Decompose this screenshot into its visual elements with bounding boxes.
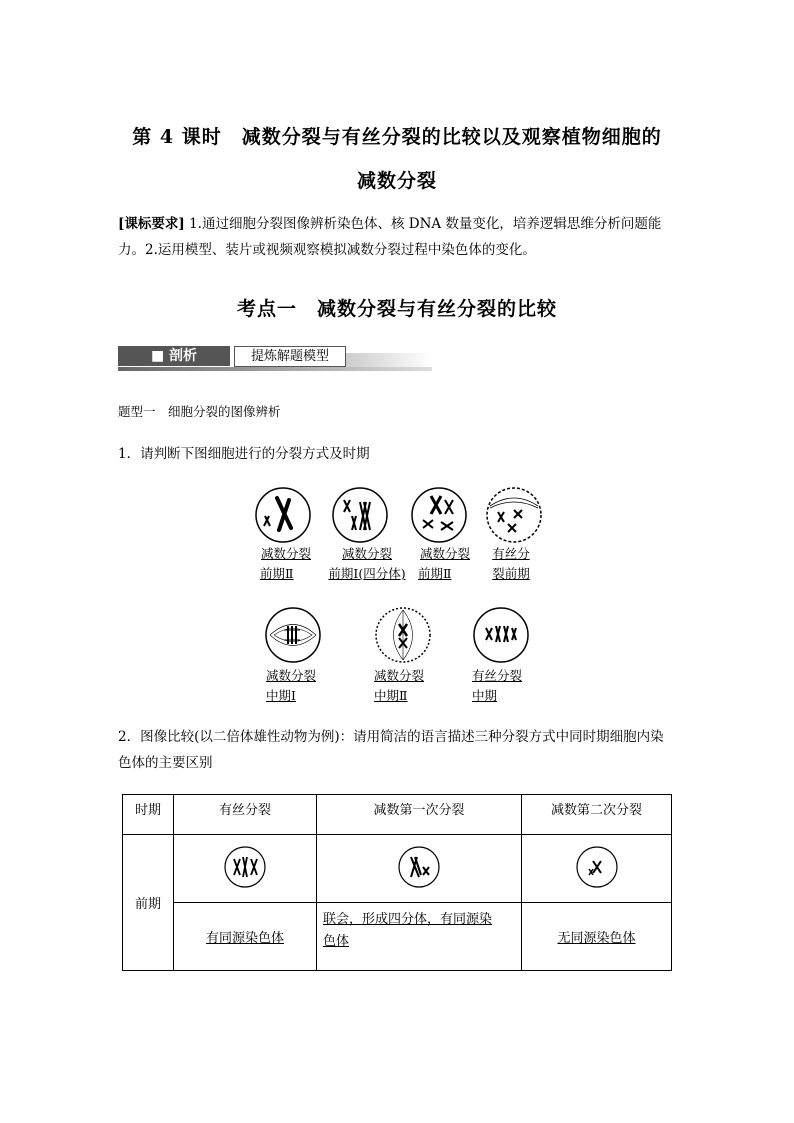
caption-7-line1: 有丝分裂 xyxy=(472,668,523,683)
banner-stripe xyxy=(118,367,432,371)
banner-right-label: 提炼解题模型 xyxy=(234,346,346,367)
cell-diagram-5 xyxy=(264,606,322,664)
section-title: 考点一 减数分裂与有丝分裂的比较 xyxy=(236,298,557,320)
header-meiosis-1: 减数第一次分裂 xyxy=(317,795,522,835)
caption-1 xyxy=(248,544,324,584)
requirements-label: [课标要求] xyxy=(118,216,185,232)
header-mitosis: 有丝分裂 xyxy=(174,795,317,835)
header-period: 时期 xyxy=(123,795,174,835)
cell-diagram-7 xyxy=(472,606,530,664)
table-cell-meiosis1-image xyxy=(317,835,522,903)
mitosis-prophase-icon xyxy=(223,845,267,889)
table-cell-mitosis-answer xyxy=(174,903,317,971)
row-label-prophase: 前期 xyxy=(123,835,174,971)
caption-6-line2: 中期Ⅱ xyxy=(374,688,408,703)
meiosis1-answer-line1: 联会，形成四分体，有同源染 xyxy=(323,912,493,927)
cell-diagram-3 xyxy=(409,486,469,544)
type-heading: 题型一 细胞分裂的图像辨析 xyxy=(118,404,281,419)
requirements-text-2: 力。2.运用模型、装片或视频观察模拟减数分裂过程中染色体的变化。 xyxy=(118,242,536,258)
table-cell-meiosis1-answer xyxy=(317,903,522,971)
table-row-answers xyxy=(123,903,672,971)
caption-3-line2: 前期Ⅱ xyxy=(418,566,452,581)
banner-decoration xyxy=(346,353,432,367)
caption-1-line2: 前期Ⅱ xyxy=(260,566,294,581)
caption-4-line1: 有丝分 xyxy=(492,546,530,561)
caption-7 xyxy=(472,666,538,706)
question2-text xyxy=(118,724,688,776)
cell-diagram-1 xyxy=(253,486,313,544)
question1-text: 1．请判断下图细胞进行的分裂方式及时期 xyxy=(118,446,370,462)
meiosis2-answer: 无同源染色体 xyxy=(557,931,636,946)
caption-2-line2: 前期Ⅰ(四分体) xyxy=(328,566,406,581)
requirements-text-1: 1.通过细胞分裂图像辨析染色体、核 DNA 数量变化，培养逻辑思维分析问题能 xyxy=(189,216,662,232)
page-title-line1: 第 4 课时 减数分裂与有丝分裂的比较以及观察植物细胞的 xyxy=(132,126,662,148)
caption-5-line1: 减数分裂 xyxy=(266,668,317,683)
caption-4-line2: 裂前期 xyxy=(492,566,530,581)
caption-2 xyxy=(318,544,416,584)
caption-5-line2: 中期Ⅰ xyxy=(266,688,296,703)
cell-diagram-4 xyxy=(484,486,544,544)
caption-3 xyxy=(410,544,480,584)
page-title-line2: 减数分裂 xyxy=(356,170,437,192)
comparison-table xyxy=(122,794,672,971)
caption-4 xyxy=(484,544,538,584)
table-header-row xyxy=(123,795,672,835)
table-cell-mitosis-image xyxy=(174,835,317,903)
mitosis-answer: 有同源染色体 xyxy=(205,931,284,946)
requirements xyxy=(118,211,688,263)
question2-line1: 2．图像比较(以二倍体雄性动物为例)：请用简洁的语言描述三种分裂方式中同时期细胞内染 xyxy=(118,729,664,745)
table-row-images xyxy=(123,835,672,903)
cell-diagram-6 xyxy=(374,606,432,664)
table-cell-meiosis2-answer xyxy=(522,903,672,971)
caption-6 xyxy=(374,666,440,706)
meiosis2-prophase-icon xyxy=(575,845,619,889)
cell-diagram-2 xyxy=(330,486,390,544)
banner-left-label: ■ 剖析 xyxy=(118,346,230,366)
caption-7-line2: 中期 xyxy=(472,688,498,703)
caption-2-line1: 减数分裂 xyxy=(341,546,392,561)
meiosis1-answer-line2: 色体 xyxy=(323,934,350,949)
table-cell-meiosis2-image xyxy=(522,835,672,903)
caption-5 xyxy=(266,666,332,706)
caption-1-line1: 减数分裂 xyxy=(260,546,311,561)
caption-3-line1: 减数分裂 xyxy=(419,546,470,561)
caption-6-line1: 减数分裂 xyxy=(374,668,425,683)
meiosis1-prophase-icon xyxy=(397,845,441,889)
section-banner xyxy=(118,345,432,371)
question2-line2: 色体的主要区别 xyxy=(118,755,213,771)
header-meiosis-2: 减数第二次分裂 xyxy=(522,795,672,835)
